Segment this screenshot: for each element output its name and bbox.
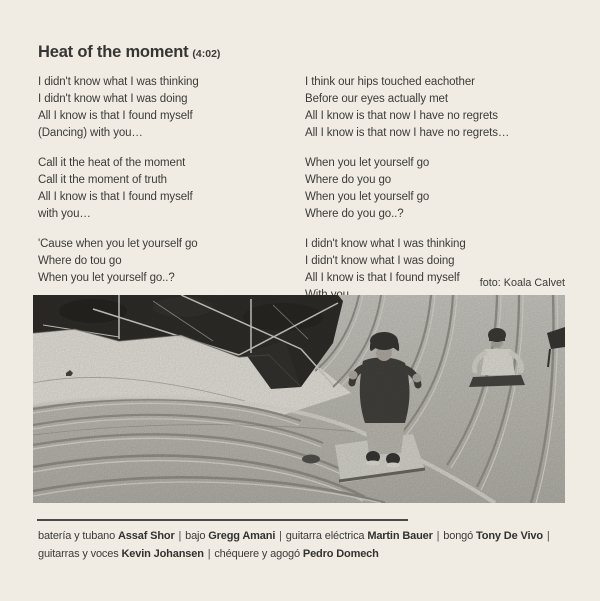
credit-role: bongó — [443, 530, 474, 542]
credit-name: Martin Bauer — [367, 530, 433, 542]
lyric-line: All I know is that I found myself — [305, 272, 460, 284]
credit-name: Assaf Shor — [118, 530, 175, 542]
credit-separator: | — [436, 530, 440, 542]
credits-divider-rule — [37, 519, 408, 521]
lyric-line: I think our hips touched eachother — [305, 76, 475, 88]
lyric-line: Where do you go — [305, 174, 392, 186]
lyric-line: I didn't know what I was thinking — [38, 76, 199, 88]
lyric-line: Call it the heat of the moment — [38, 157, 186, 169]
credit-separator: | — [546, 530, 550, 542]
lyric-line: All I know is that now I have no regrets — [305, 110, 498, 122]
lyric-line: When you let yourself go — [305, 191, 430, 203]
lyric-line: Before our eyes actually met — [305, 93, 448, 105]
credit-name: Kevin Johansen — [121, 548, 204, 560]
lyric-line: All I know is that I found myself — [38, 110, 193, 122]
credit-separator: | — [178, 530, 182, 542]
lyric-line: When you let yourself go..? — [38, 272, 175, 284]
lyrics-stanza — [305, 74, 567, 142]
lyrics-stanza — [38, 74, 300, 142]
lyric-line: I didn't know what I was doing — [38, 93, 188, 105]
credit-role: guitarras y voces — [38, 548, 119, 560]
lyrics-stanza — [305, 155, 567, 223]
lyric-line: Where do tou go — [38, 255, 122, 267]
lyric-line: I didn't know what I was doing — [305, 255, 455, 267]
lyric-line: When you let yourself go — [305, 157, 430, 169]
credit-role: chéquere y agogó — [214, 548, 300, 560]
lyric-line: Where do you go..? — [305, 208, 404, 220]
song-title — [38, 41, 220, 65]
lyrics-column-left — [38, 74, 300, 300]
credit-separator: | — [279, 530, 282, 542]
slide-photo — [33, 295, 565, 503]
lyric-line: I didn't know what I was thinking — [305, 238, 466, 250]
lyric-line: All I know is that I found myself — [38, 191, 193, 203]
credit-role: batería y tubano — [38, 530, 116, 542]
credit-name: Gregg Amani — [208, 530, 276, 542]
slide-photo-art — [33, 295, 565, 503]
lyric-line: All I know is that now I have no regrets… — [305, 127, 510, 139]
lyric-line: Call it the moment of truth — [38, 174, 167, 186]
lyric-line: with you… — [38, 208, 91, 220]
lyric-line: 'Cause when you let yourself go — [38, 238, 198, 250]
credit-role: guitarra eléctrica — [285, 530, 365, 542]
photo-grain — [33, 295, 565, 503]
musician-credits — [38, 527, 580, 563]
credit-name: Pedro Domech — [302, 548, 379, 560]
lyrics-stanza — [305, 236, 567, 304]
lyrics-stanza — [38, 236, 300, 287]
photo-credit: foto: Koala Calvet — [479, 277, 565, 289]
song-duration: (4:02) — [192, 48, 221, 60]
song-title-text: Heat of the moment — [38, 43, 189, 61]
lyrics-stanza — [38, 155, 300, 223]
credit-name: Tony De Vivo — [476, 530, 543, 542]
credit-separator: | — [207, 548, 211, 560]
lyric-line: (Dancing) with you… — [38, 127, 143, 139]
credit-role: bajo — [185, 530, 206, 542]
